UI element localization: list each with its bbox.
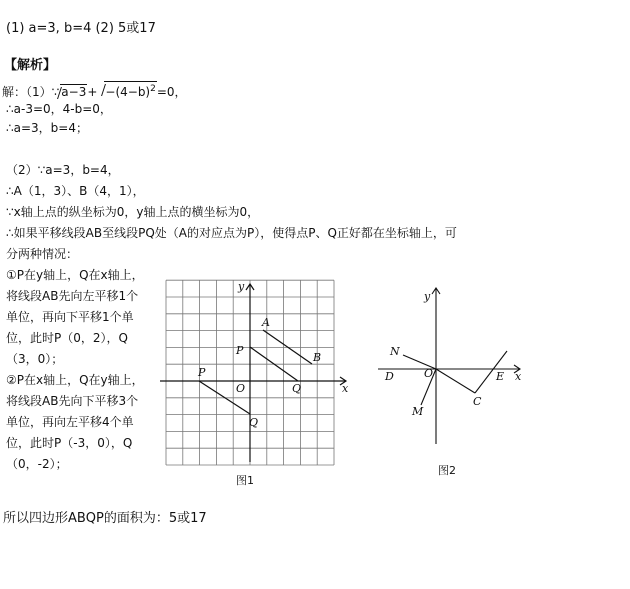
label-n: N bbox=[390, 345, 400, 358]
sqrt-term-2-body: −(4−b) bbox=[105, 85, 151, 99]
answer-line: (1) a=3, b=4 (2) 5或17 bbox=[6, 21, 156, 36]
segment-oc bbox=[436, 369, 475, 393]
case2-line: ②P在x轴上，Q在y轴上， bbox=[6, 373, 144, 387]
case2-line: 单位，再向左平移4个单 bbox=[6, 415, 134, 429]
plus-sign: + bbox=[87, 85, 98, 99]
label-b: B bbox=[313, 351, 322, 364]
part2-line2: ∴A（1，3）、B（4，1）， bbox=[6, 184, 145, 198]
label-x-axis-2: x bbox=[515, 370, 522, 383]
case2-line: 位，此时P（-3，0），Q bbox=[6, 436, 133, 450]
label-a: A bbox=[262, 316, 270, 329]
conclusion: 所以四边形ABQP的面积为：5或17 bbox=[3, 511, 207, 526]
case1-line: 将线段AB先向左平移1个 bbox=[6, 289, 139, 303]
label-origin: O bbox=[236, 382, 246, 395]
label-m: M bbox=[412, 405, 424, 418]
sqrt-term-1: a−3 bbox=[61, 85, 87, 99]
figure-2-caption: 图2 bbox=[438, 464, 456, 477]
label-e: E bbox=[496, 370, 505, 383]
part2-line5: 分两种情况： bbox=[6, 247, 79, 261]
label-p-case1: P bbox=[236, 344, 244, 357]
part1-line2: ∴a-3=0，4-b=0， bbox=[6, 102, 112, 116]
case1-line: ①P在y轴上，Q在x轴上， bbox=[6, 268, 144, 282]
label-o: O bbox=[424, 367, 434, 380]
part2-line3: ∵x轴上点的纵坐标为0，y轴上点的横坐标为0， bbox=[6, 205, 260, 219]
part2-line4: ∴如果平移线段AB至线段PQ处（A的对应点为P），使得点P、Q正好都在坐标轴上，可 bbox=[6, 226, 457, 240]
case2-line: （0，-2）； bbox=[6, 457, 68, 471]
axes-2 bbox=[378, 288, 520, 444]
analysis-heading: 【解析】 bbox=[4, 58, 57, 73]
case1-line: 位，此时P（0，2），Q bbox=[6, 331, 128, 345]
label-y-axis: y bbox=[238, 280, 245, 293]
case1-line: 单位，再向下平移1个单 bbox=[6, 310, 134, 324]
label-q-case1: Q bbox=[292, 382, 302, 395]
case1-line: （3，0）； bbox=[6, 352, 64, 366]
case2-line: 将线段AB先向下平移3个 bbox=[6, 394, 139, 408]
part1-line3: ∴a=3，b=4； bbox=[6, 121, 88, 135]
figure-1-caption: 图1 bbox=[236, 474, 254, 487]
label-d: D bbox=[385, 370, 394, 383]
label-c: C bbox=[473, 395, 482, 408]
label-x-axis: x bbox=[342, 382, 349, 395]
label-p-case2: P bbox=[198, 366, 206, 379]
label-y-axis-2: y bbox=[424, 290, 431, 303]
square-exponent: 2 bbox=[150, 84, 156, 94]
equals-zero: =0， bbox=[156, 85, 187, 99]
solve-label: 解：（1）∵ bbox=[2, 85, 60, 99]
part2-line1: （2）∵a=3，b=4， bbox=[6, 163, 120, 177]
label-q-case2: Q bbox=[249, 416, 259, 429]
